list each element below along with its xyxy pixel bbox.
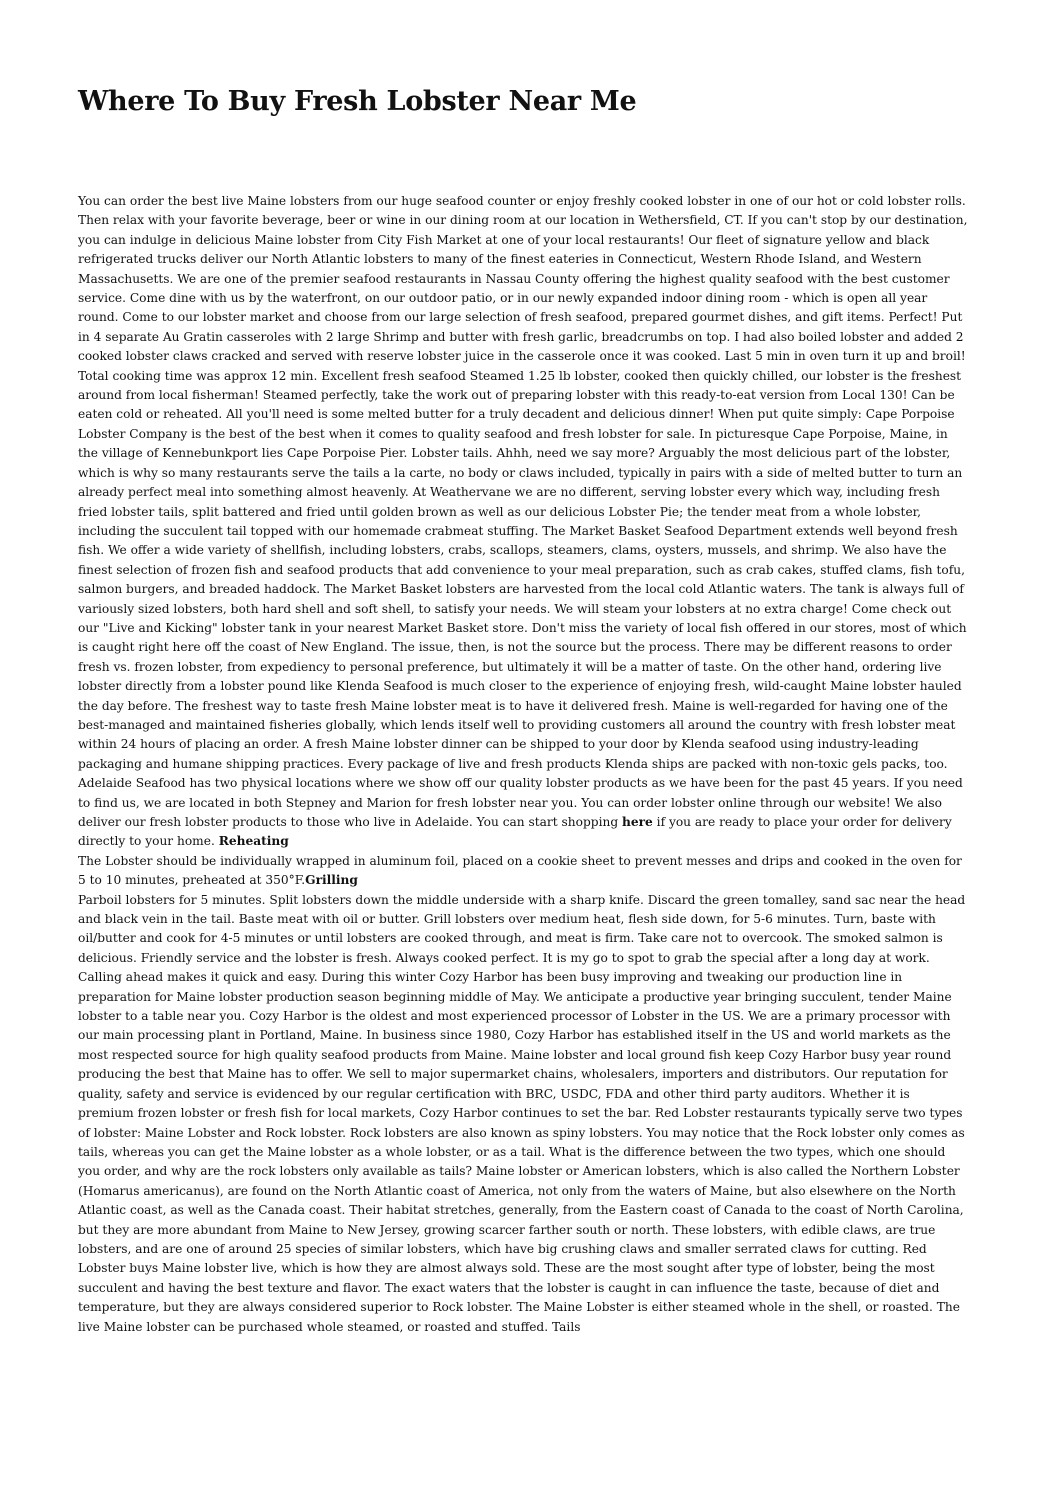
article-body [78, 192, 968, 1337]
here-bold-text: here [622, 815, 653, 829]
paragraph-text: The Lobster should be individually wrapped in aluminum foil, placed on a cookie sheet to prevent messes and drips and cooked in the oven for 5 to 10 minutes, preheated at 350°F. [78, 853, 962, 888]
paragraph-text: You can order the best live Maine lobsters from our huge seafood counter or enjoy freshly cooked lobster in one of our hot or cold lobster rolls. Then relax with your favorite beverage, beer or wine in our dining room at our location in Wethersfield, CT. If you can't stop by our destination, you can indulge in delicious Maine lobster from City Fish Market at one of your local restaurants! Our fleet of signature yellow and black refrigerated trucks deliver our North Atlantic lobsters to many of the finest eateries in Connecticut, Western Rhode Island, and Western Massachusetts. We are one of the premier seafood restaurants in Nassau County offering the highest quality seafood with the best customer service. Come dine with us by the waterfront, on our outdoor patio, or in our newly expanded indoor dining room - which is open all year round. Come to our lobster market and choose from our large selection of fresh seafood, prepared gourmet dishes, and gift items. Perfect! Put in 4 separate Au Gratin casseroles with 2 large Shrimp and butter with fresh garlic, breadcrumbs on top. I had also boiled lobster and added 2 cooked lobster claws cracked and served with reserve lobster juice in the casserole once it was cooked. Last 5 min in oven turn it up and broil! Total cooking time was approx 12 min. Excellent fresh seafood Steamed 1.25 lb lobster, cooked then quickly chilled, our lobster is the freshest around from local fisherman! Steamed perfectly, take the work out of preparing lobster with this ready-to-eat version from Local 130! Can be eaten cold or reheated. All you'll need is some melted butter for a truly decadent and delicious dinner! When put quite simply: Cape Porpoise Lobster Company is the best of the best when it comes to quality seafood and fresh lobster for sale. In picturesque Cape Porpoise, Maine, in the village of Kennebunkport lies Cape Porpoise Pier. Lobster tails. Ahhh, need we say more? Arguably the most delicious part of the lobster, which is why so many restaurants serve the tails a la carte, no body or claws included, typically in pairs with a side of melted butter to turn an already perfect meal into something almost heavenly. At Weathervane we are no different, serving lobster every which way, including fresh fried lobster tails, split battered and fried until golden brown as well as our delicious Lobster Pie; the tender meat from a whole lobster, including the succulent tail topped with our homemade crabmeat stuffing. The Market Basket Seafood Department extends well beyond fresh fish. We offer a wide variety of shellfish, including lobsters, crabs, scallops, steamers, clams, oysters, mussels, and shrimp. We also have the finest selection of frozen fish and seafood products that add convenience to your meal preparation, such as crab cakes, stuffed clams, fish tofu, salmon burgers, and breaded haddock. The Market Basket lobsters are harvested from the local cold Atlantic waters. The tank is always full of variously sized lobsters, both hard shell and soft shell, to satisfy your needs. We will steam your lobsters at no extra charge! Come check out our "Live and Kicking" lobster tank in your nearest Market Basket store. Don't miss the variety of local fish offered in our stores, most of which is caught right here off the coast of New England. The issue, then, is not the source but the process. There may be different reasons to order fresh vs. frozen lobster, from expediency to personal preference, but ultimately it will be a matter of taste. On the other hand, ordering live lobster directly from a lobster pound like Klenda Seafood is much closer to the experience of enjoying fresh, wild-caught Maine lobster hauled the day before. The freshest way to taste fresh Maine lobster meat is to have it delivered fresh. Maine is well-regarded for having one of the best-managed and maintained fisheries globally, which lends itself well to providing customers all around the country with fresh lobster meat within 24 hours of placing an order. A fresh Maine lobster dinner can be shipped to your door by Klenda seafood using industry-leading packaging and humane shipping practices. Every package of live and fresh products Klenda ships are packed with non-toxic gels packs, too. Adelaide Seafood has two physical locations where we show off our quality lobster products as we have been for the past 45 years. If you need to find us, we are located in both Stepney and Marion for fresh lobster near you. You can order lobster online through our website! We also deliver our fresh lobster products to those who live in Adelaide. You can start shopping [78, 194, 968, 829]
grilling-heading: Grilling [305, 873, 358, 888]
reheating-heading: Reheating [218, 834, 289, 849]
paragraph [78, 852, 968, 891]
paragraph [78, 192, 968, 852]
page-title: Where To Buy Fresh Lobster Near Me [78, 86, 637, 117]
paragraph-text: if you are ready to place your order for delivery directly to your home. [78, 815, 952, 849]
paragraph-text: Parboil lobsters for 5 minutes. Split lobsters down the middle underside with a sharp knife. Discard the green tomalley, sand sac near the head and black vein in the tail. Baste meat with oil or butter. Grill lobsters over medium heat, flesh side down, for 5-6 minutes. Turn, baste with oil/butter and cook for 4-5 minutes or until lobsters are cooked through, and meat is firm. Take care not to overcook. The smoked salmon is delicious. Friendly service and the lobster is fresh. Always cooked perfect. It is my go to spot to grab the special after a long day at work. Calling ahead makes it quick and easy. During this winter Cozy Harbor has been busy improving and tweaking our production line in preparation for Maine lobster production season beginning middle of May. We anticipate a productive year bringing succulent, tender Maine lobster to a table near you. Cozy Harbor is the oldest and most experienced processor of Lobster in the US. We are a primary processor with our main processing plant in Portland, Maine. In business since 1980, Cozy Harbor has established itself in the US and world markets as the most respected source for high quality seafood products from Maine. Maine lobster and local ground fish keep Cozy Harbor busy year round producing the best that Maine has to offer. We sell to major supermarket chains, wholesalers, importers and distributors. Our reputation for quality, safety and service is evidenced by our regular certification with BRC, USDC, FDA and other third party auditors. Whether it is premium frozen lobster or fresh fish for local markets, Cozy Harbor continues to set the bar. Red Lobster restaurants typically serve two types of lobster: Maine Lobster and Rock lobster. Rock lobsters are also known as spiny lobsters. You may notice that the Rock lobster only comes as tails, whereas you can get the Maine lobster as a whole lobster, or as a tail. What is the difference between the two types, which one should you order, and why are the rock lobsters only available as tails? Maine lobster or American lobsters, which is also called the Northern Lobster (Homarus americanus), are found on the North Atlantic coast of America, not only from the waters of Maine, but also elsewhere on the North Atlantic coast, as well as the Canada coast. Their habitat stretches, generally, from the Eastern coast of Canada to the coast of North Carolina, but they are more abundant from Maine to New Jersey, growing scarcer farther south or north. These lobsters, with edible claws, are true lobsters, and are one of around 25 species of similar lobsters, which have big crushing claws and smaller serrated claws for cutting. Red Lobster buys Maine lobster live, which is how they are almost always sold. These are the most sought after type of lobster, being the most succulent and having the best texture and flavor. The exact waters that the lobster is caught in can influence the taste, because of diet and temperature, but they are always considered superior to Rock lobster. The Maine Lobster is either steamed whole in the shell, or roasted. The live Maine lobster can be purchased whole steamed, or roasted and stuffed. Tails [78, 892, 966, 1334]
paragraph [78, 891, 968, 1337]
